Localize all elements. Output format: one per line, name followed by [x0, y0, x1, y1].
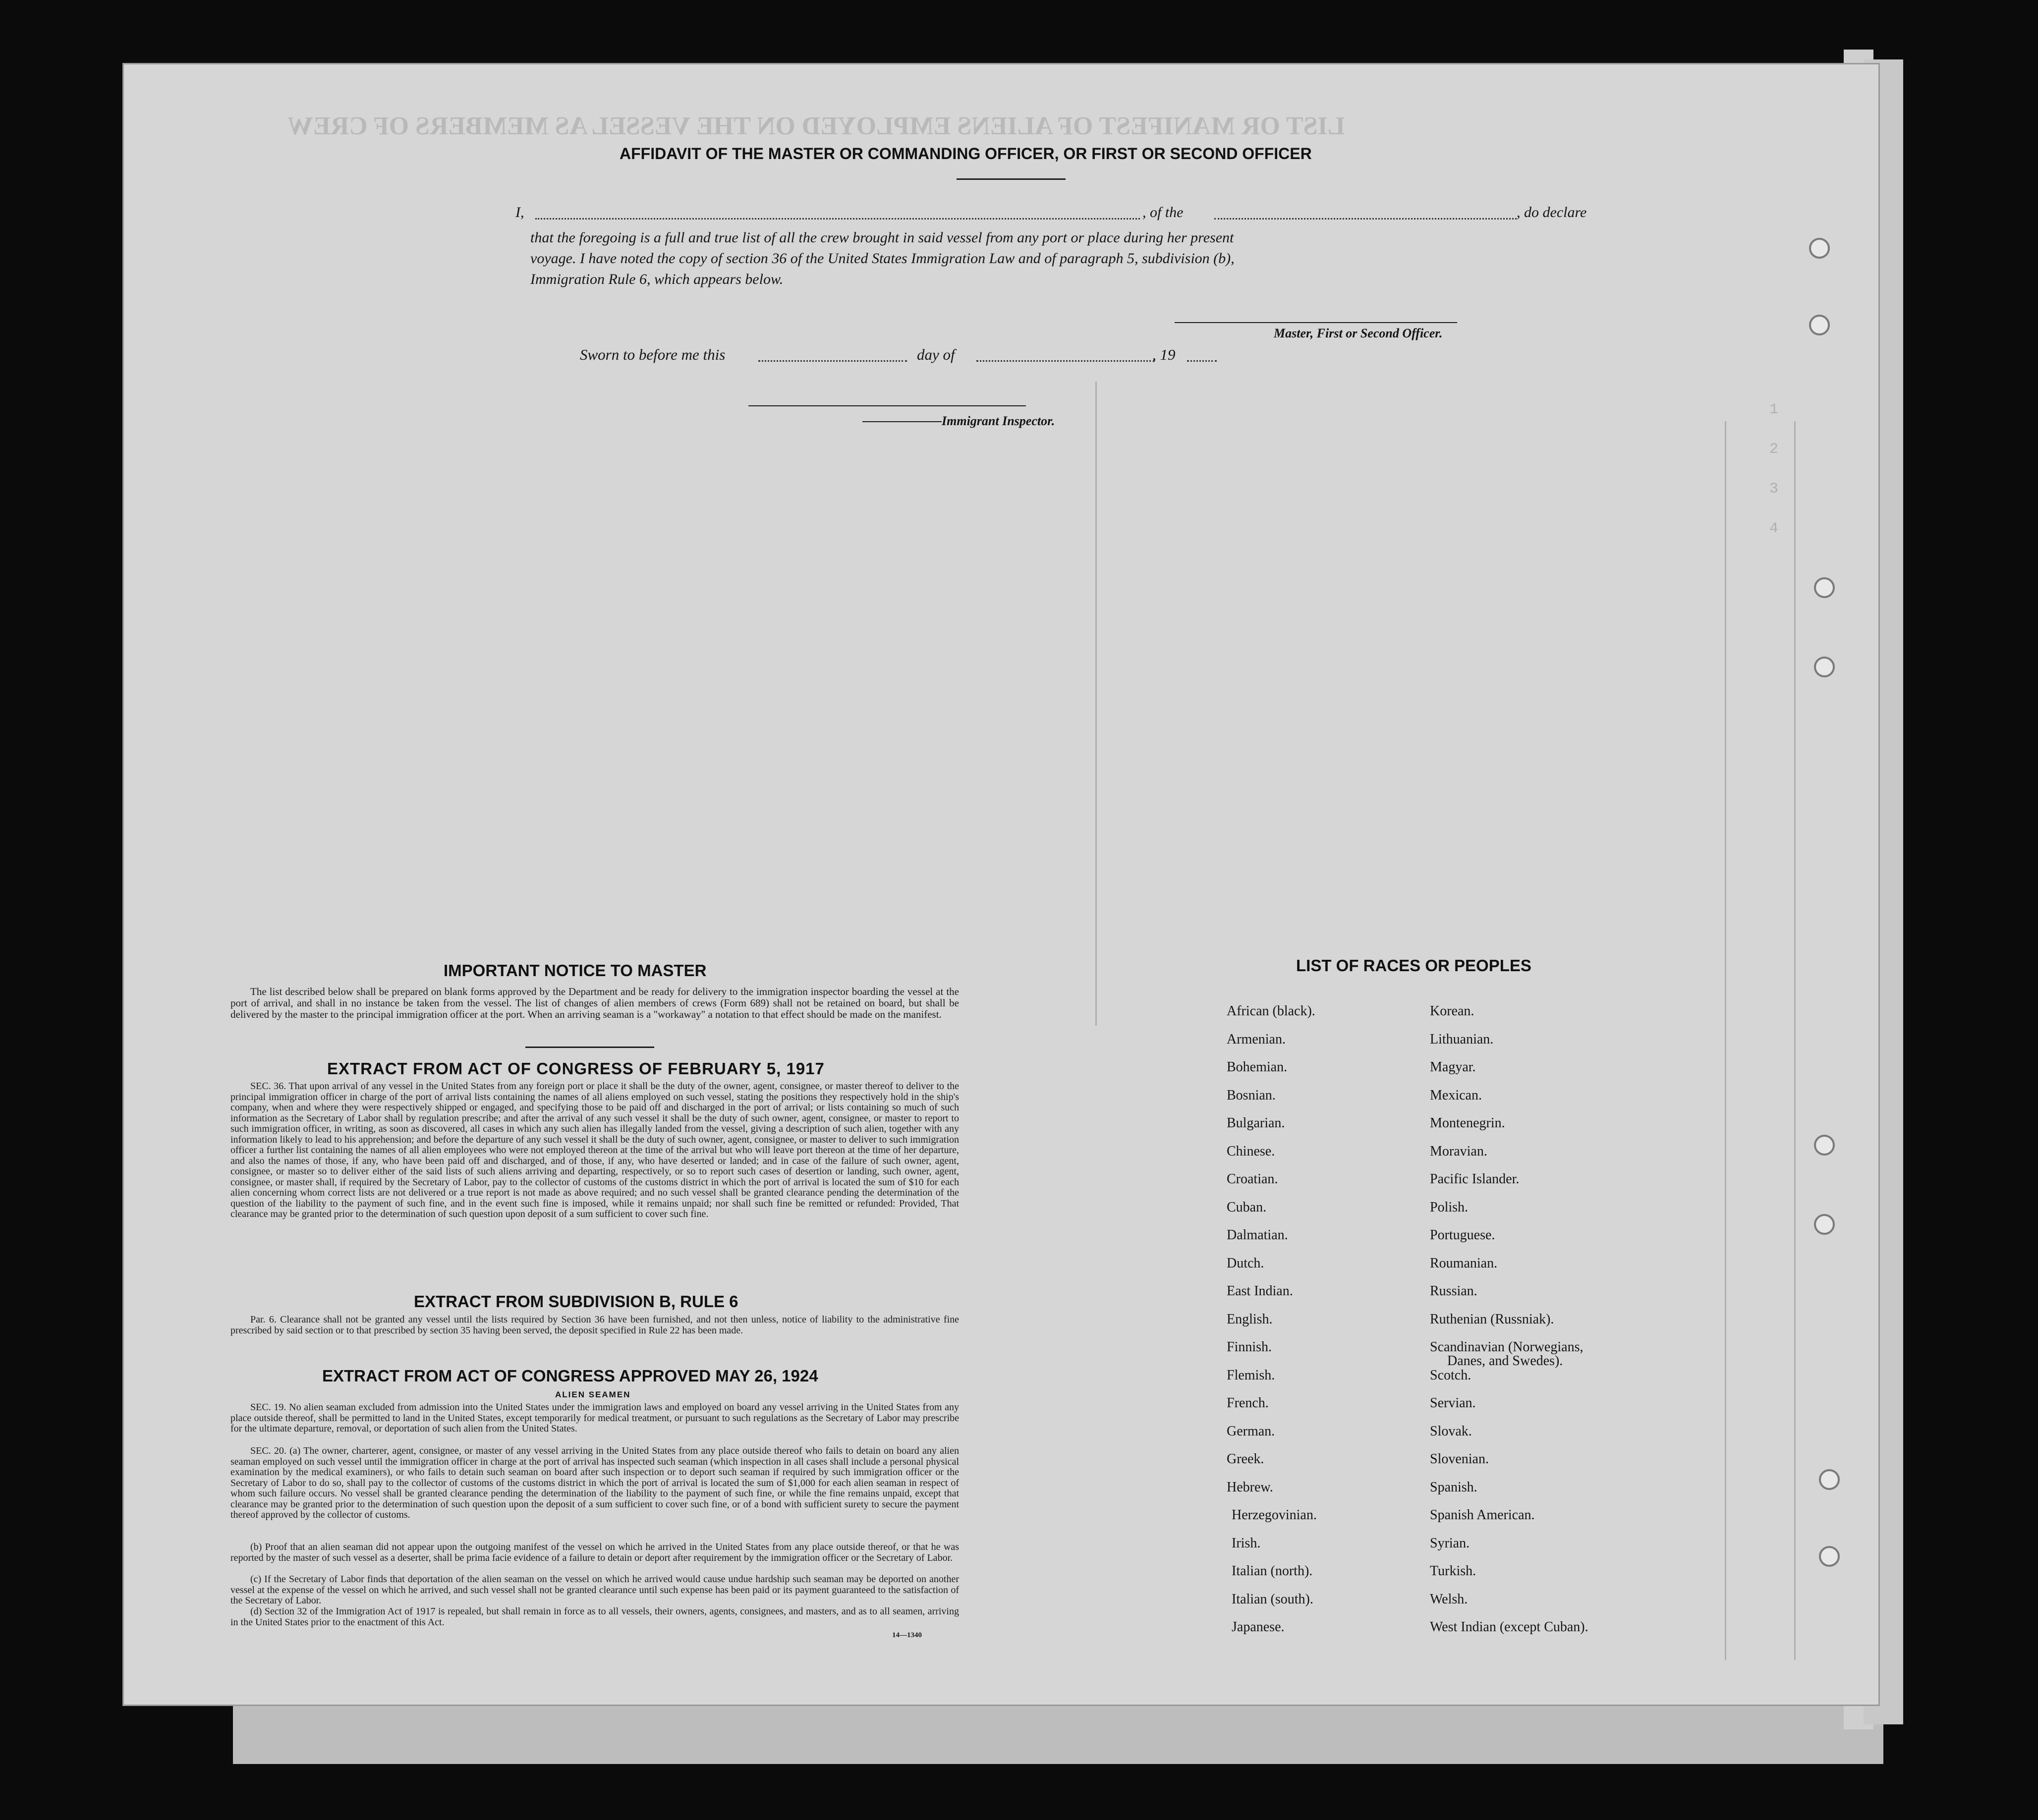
notice-body: The list described below shall be prepared on blank forms approved by the Department and be ready for delivery to the immigration inspector boarding the vessel at the port of arrival, and shall in no instance be taken from the vessel. The list of changes of alien members of crews (Form 689) shall not be retained on board, but shall be delivered by the master to the principal immigration officer at the port. When an arriving seaman is a "workaway" a notation to that effect should be made on the manifest.: [230, 986, 959, 1020]
race-item: Spanish.: [1430, 1479, 1477, 1495]
race-item: Italian (north).: [1232, 1563, 1313, 1579]
race-item: West Indian (except Cuban).: [1430, 1619, 1588, 1635]
do-declare-label: , do declare: [1517, 204, 1587, 221]
bleedthrough-title: LIST OR MANIFEST OF ALIENS EMPLOYED ON THE VESSEL AS MEMBERS OF CREW: [287, 112, 1345, 140]
race-item: Moravian.: [1430, 1143, 1487, 1159]
race-item: Portuguese.: [1430, 1227, 1495, 1243]
bleed-row-number: 3: [1769, 481, 1779, 497]
vessel-name-line[interactable]: [1214, 218, 1517, 220]
race-item: Lithuanian.: [1430, 1031, 1494, 1047]
race-item: Irish.: [1232, 1535, 1261, 1551]
extract-rule6-body: Par. 6. Clearance shall not be granted any vessel until the lists required by Section 36 have been furnished, and not then unless, notice of liability to the administrative fine prescribed by said section or to that prescribed by section 35 having been served, the deposit specified in Rule 22 has been made.: [230, 1314, 959, 1336]
extract-1924-sec20a: SEC. 20. (a) The owner, charterer, agent, consignee, or master of any vessel arriving in the United States from any place outside thereof who fails to detain on board any alien seaman employed on such vessel until the immigration officer in charge at the port of arrival has inspected such seaman (which inspection in all cases shall include a personal physical examination by the medical examiners), or who fails to detain such seaman on board after such inspection or to deport such seaman if required by such immigration officer or the Secretary of Labor to do so, shall pay to the collector of customs of the customs district in which the port of arrival is located the sum of $1,000 for each alien seaman in respect of whom such failure occurs. No vessel shall be granted clearance pending the determination of the liability to the payment of such fine, or while the fine remains unpaid, except that clearance may be granted prior to the determination of such question upon the deposit of a sum sufficient to cover such fine, or of a bond with sufficient surety to secure the payment thereof approved by the collector of customs.: [230, 1445, 959, 1520]
punch-hole: [1809, 315, 1830, 335]
bleed-column-line: [1794, 421, 1796, 1660]
race-item: Syrian.: [1430, 1535, 1470, 1551]
sworn-year-line[interactable]: [1187, 360, 1217, 362]
sworn-label: Sworn to before me this: [580, 346, 726, 363]
day-of-label: day of: [917, 346, 955, 363]
race-item: Greek.: [1227, 1451, 1264, 1467]
form-number: 14—1340: [892, 1631, 922, 1639]
notice-title: IMPORTANT NOTICE TO MASTER: [444, 961, 707, 980]
race-item: Mexican.: [1430, 1087, 1482, 1103]
race-item: French.: [1227, 1395, 1269, 1411]
race-item: Flemish.: [1227, 1367, 1275, 1383]
race-item: English.: [1227, 1311, 1273, 1327]
punch-hole: [1819, 1469, 1840, 1490]
race-item: Dalmatian.: [1227, 1227, 1288, 1243]
race-item: Scandinavian (Norwegians,: [1430, 1339, 1584, 1355]
master-signature-label: Master, First or Second Officer.: [1274, 326, 1443, 340]
race-item: Dutch.: [1227, 1255, 1264, 1271]
inspector-signature-line-short: [862, 421, 942, 422]
race-item: Roumanian.: [1430, 1255, 1498, 1271]
master-signature-line[interactable]: [1175, 322, 1457, 323]
bleed-row-number: 4: [1769, 520, 1779, 537]
race-item: East Indian.: [1227, 1283, 1293, 1299]
race-item: Japanese.: [1232, 1619, 1285, 1635]
race-item: Slovenian.: [1430, 1451, 1489, 1467]
punch-hole: [1814, 657, 1835, 677]
races-title: LIST OF RACES OR PEOPLES: [1296, 956, 1531, 975]
race-item: Slovak.: [1430, 1423, 1472, 1439]
race-item: Turkish.: [1430, 1563, 1476, 1579]
punch-hole: [1814, 1214, 1835, 1235]
declarant-label: I,: [515, 204, 524, 221]
extract-1924-sec20d: (d) Section 32 of the Immigration Act of 1917 is repealed, but shall remain in force as to all vessels, their owners, agents, consignees, and masters, and as to all seamen, arriving in the United States prior to the enactment of this Act.: [230, 1606, 959, 1628]
statement-line-2: voyage. I have noted the copy of section 36 of the United States Immigration Law and of paragraph 5, subdivision (b),: [530, 250, 1235, 267]
bleed-row-number: 2: [1769, 441, 1779, 458]
race-item: Spanish American.: [1430, 1507, 1535, 1523]
punch-hole: [1809, 238, 1830, 259]
extract-rule6-title: EXTRACT FROM SUBDIVISION B, RULE 6: [414, 1292, 738, 1311]
extract-1924-sec20b: (b) Proof that an alien seaman did not appear upon the outgoing manifest of the vessel on which he arrived in the United States from any place outside thereof, or that he was reported by the master of such vessel as a deserter, shall be prima facie evidence of a failure to detain or deport after requirement by the immigration officer or the Secretary of Labor.: [230, 1542, 959, 1563]
sworn-month-line[interactable]: [976, 360, 1155, 362]
race-item: Polish.: [1430, 1199, 1469, 1215]
race-item: Bosnian.: [1227, 1087, 1276, 1103]
race-item: Herzegovinian.: [1232, 1507, 1317, 1523]
race-item: Cuban.: [1227, 1199, 1267, 1215]
inspector-signature-line[interactable]: [748, 405, 1026, 406]
extract-1924-subtitle: ALIEN SEAMEN: [555, 1390, 631, 1399]
extract-1924-sec19: SEC. 19. No alien seaman excluded from admission into the United States under the immigration laws and employed on board any vessel arriving in the United States from any place outside thereof, shall be permitted to land in the United States, except temporarily for medical treatment, or pursuant to such regulations as the Secretary of Labor may prescribe for the ultimate departure, removal, or deportation of such alien from the United States.: [230, 1402, 959, 1434]
inspector-label: Immigrant Inspector.: [942, 414, 1055, 428]
race-item: Korean.: [1430, 1003, 1474, 1019]
extract-1917-title: EXTRACT FROM ACT OF CONGRESS OF FEBRUARY 5, 1917: [327, 1059, 825, 1078]
race-item: Scotch.: [1430, 1367, 1472, 1383]
race-item: African (black).: [1227, 1003, 1315, 1019]
manifest-page: [124, 64, 1878, 1705]
race-item: Montenegrin.: [1430, 1115, 1505, 1131]
declarant-name-line[interactable]: [535, 218, 1140, 220]
race-item: German.: [1227, 1423, 1275, 1439]
year-label: , 19: [1152, 346, 1176, 363]
punch-hole: [1814, 577, 1835, 598]
race-item: Chinese.: [1227, 1143, 1275, 1159]
race-item: Magyar.: [1430, 1059, 1476, 1075]
race-item: Finnish.: [1227, 1339, 1272, 1355]
race-item: Servian.: [1430, 1395, 1476, 1411]
race-item: Bulgarian.: [1227, 1115, 1285, 1131]
race-item: Bohemian.: [1227, 1059, 1288, 1075]
bleed-row-number: 1: [1769, 401, 1779, 418]
statement-line-3: Immigration Rule 6, which appears below.: [530, 271, 784, 287]
race-item: Croatian.: [1227, 1171, 1278, 1187]
bleed-column-line: [1095, 382, 1097, 1026]
statement-line-1: that the foregoing is a full and true list of all the crew brought in said vessel from any port or place during her present: [530, 229, 1234, 246]
bleed-column-line: [1725, 421, 1726, 1660]
race-item: Italian (south).: [1232, 1591, 1313, 1607]
race-item: Armenian.: [1227, 1031, 1286, 1047]
race-item: Hebrew.: [1227, 1479, 1273, 1495]
race-item: Pacific Islander.: [1430, 1171, 1520, 1187]
punch-hole: [1814, 1135, 1835, 1156]
sworn-day-line[interactable]: [758, 360, 907, 362]
race-item: Welsh.: [1430, 1591, 1468, 1607]
notice-rule: [525, 1047, 654, 1048]
race-item: Ruthenian (Russniak).: [1430, 1311, 1554, 1327]
extract-1917-body: SEC. 36. That upon arrival of any vessel in the United States from any foreign port or place it shall be the duty of the owner, agent, consignee, or master thereof to deliver to the principal immigration officer in charge of the port of arrival lists containing the names of all aliens employed on such vessel, stating the positions they respectively hold in the ship's company, when and where they were respectively shipped or engaged, and specifying those to be paid off and discharged in the port of arrival; or lists containing so much of such information as the Secretary of Labor shall by regulation prescribe; and after the arrival of any such vessel it shall be the duty of such owner, agent, consignee, or master to report to such immigration officer, in writing, as soon as discovered, all cases in which any such alien has illegally landed from the vessel, giving a description of such alien, together with any information likely to lead to his apprehension; and before the departure of any such vessel it shall be the duty of such owner, agent, consignee, or master to deliver to such immigration officer a further list containing the names of all alien employees who were not employed thereon at the time of the arrival but who will leave port thereon at the time of her departure, and also the names of those, if any, who have been paid off and discharged, and of those, if any, who have deserted or landed; and in case of the failure of such owner, agent, consignee, or master so to deliver either of the said lists of such aliens arriving and departing, respectively, or so to report such cases of desertion or landing, such owner, agent, consignee, or master shall, if required by the Secretary of Labor, pay to the collector of customs of the customs district in which the port of arrival is located the sum of $10 for each alien concerning whom correct lists are not delivered or a true report is not made as above required; and no such vessel shall be granted clearance pending the determination of the question of the liability to the payment of such fine, and in the event such fine is imposed, while it remains unpaid; nor shall such fine be remitted or refunded: Provided, That clearance may be granted prior to the determination of such question upon deposit of a sum sufficient to cover such fine.: [230, 1081, 959, 1219]
extract-1924-sec20c: (c) If the Secretary of Labor finds that deportation of the alien seaman on the vessel on which he arrived would cause undue hardship such seaman may be deported on another vessel at the expense of the vessel on which he arrived, and such vessel shall not be granted clearance until such expense has been paid or its payment guaranteed to the satisfaction of the Secretary of Labor.: [230, 1574, 959, 1606]
affidavit-title-rule: [957, 178, 1066, 180]
extract-1924-title: EXTRACT FROM ACT OF CONGRESS APPROVED MAY 26, 1924: [322, 1367, 818, 1385]
affidavit-title: AFFIDAVIT OF THE MASTER OR COMMANDING OFFICER, OR FIRST OR SECOND OFFICER: [620, 145, 1312, 163]
of-the-label: , of the: [1142, 204, 1184, 221]
punch-hole: [1819, 1546, 1840, 1567]
race-item: Danes, and Swedes).: [1447, 1353, 1563, 1369]
race-item: Russian.: [1430, 1283, 1477, 1299]
